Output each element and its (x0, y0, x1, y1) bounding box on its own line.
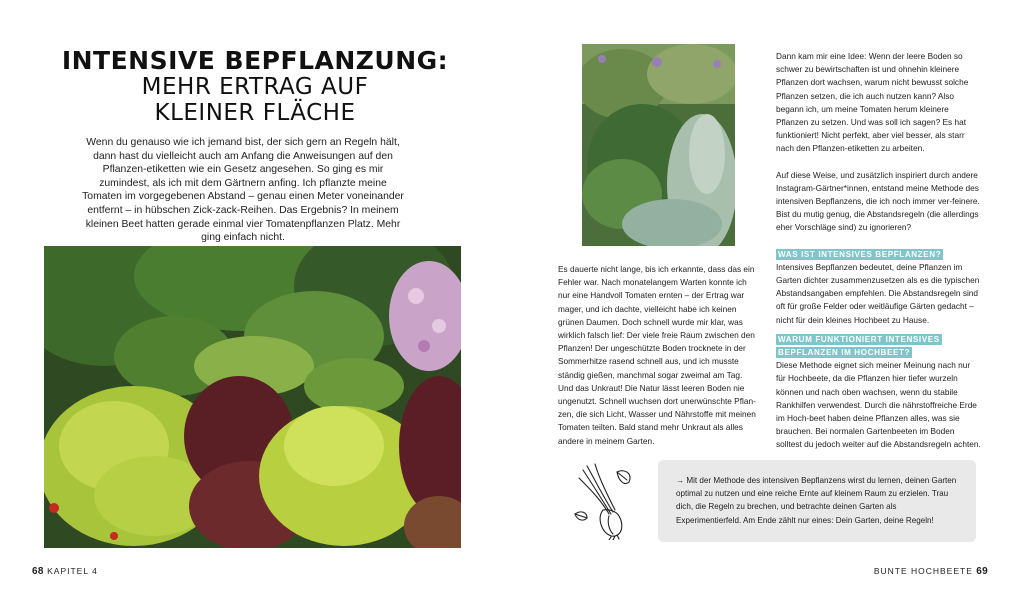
callout-text: Mit der Methode des intensiven Bepflanzens wirst du lernen, deinen Garten optimal zu nutzen und eine reiche Ernte auf kleinem Raum zu erzielen. Trau dich, die Regeln zu brechen, und betrachte deinen Garten als Experimentierfeld. Am Ende zählt nur eines: Dein Garten, deine Regeln! (676, 476, 957, 525)
section-heading-2 (776, 333, 981, 359)
herbs-photo (582, 44, 735, 246)
tip-callout (658, 460, 976, 542)
body-paragraph: Dann kam mir eine Idee: Wenn der leere Boden so schwer zu bewirtschaften ist und ohnehin kleinere Pflanzen dort wachsen, warum nicht bewusst solche Pflanzen setzen, die ich auch nutzen kann? Also begann ich, um meine Tomaten herum kleinere Pflanzen zu setzen. Und was soll ich sagen? Es hat funktioniert! Nicht perfekt, aber viel besser, als starr nach den Pflanzen-etiketten zu arbeiten. (776, 51, 969, 154)
body-paragraph: Es dauerte nicht lange, bis ich erkannte, dass das ein Fehler war. Nach monatelangem Warten konnte ich nur eine Handvoll Tomaten ernten – der Ertrag war mager, und ich dachte, vielleicht habe ich keinen grünen Daumen. Doch schnell wurde mir klar, was wirklich falsch lief: Der viele freie Raum zwischen den Pflanzen! Der ungeschützte Boden trocknete in der Sommerhitze rasend schnell aus, und ich musste ständig gießen, manchmal sogar zweimal am Tag. (558, 264, 755, 380)
title-line-2: MEHR ERTRAG AUF (141, 74, 369, 100)
footer-right (874, 566, 988, 577)
title-line-3: KLEINER FLÄCHE (154, 100, 356, 126)
body-paragraph: Intensives Bepflanzen bedeutet, deine Pflanzen im Garten dichter zusammenzusetzen als es die typischen Abstandsangaben empfehlen. Die Abstandsregeln sind oft für große Felder oder weitläufige Gärten gedacht – nicht für dein kleines Hochbeet zu Hause. (776, 261, 980, 325)
raised-bed-photo (44, 246, 461, 548)
section-heading-1 (776, 248, 981, 261)
right-column (776, 50, 981, 465)
body-paragraph: Diese Methode eignet sich meiner Meinung nach nur für Hochbeete, da die Pflanzen hier tiefer wurzeln können und nach oben wachsen, wenn du stabile Rankhilfen verwendest. Durch die nährstoffreiche Erde im Hoch-beet haben deine Pflanzen alles, was sie brauchen. Bei normalen Gartenbeeten im Boden solltest du jedoch weiter auf die Abstandsregeln achten. (776, 360, 981, 450)
middle-column (558, 263, 758, 448)
section-heading-label: WAS IST INTENSIVES BEPFLANZEN? (778, 249, 942, 259)
page-number-left: 68 (32, 566, 44, 577)
chapter-label: KAPITEL 4 (47, 566, 98, 576)
title-bold: INTENSIVE BEPFLANZUNG: (61, 46, 449, 75)
page-number-right: 69 (976, 566, 988, 577)
book-title-label: BUNTE HOCHBEETE (873, 566, 973, 576)
footer-left (32, 566, 98, 577)
intro-paragraph: Wenn du genauso wie ich jemand bist, der sich gern an Regeln hält, dann hast du vielleicht auch am Anfang die Anweisungen auf den Pflanzen-etiketten wie ein Gesetz angesehen. So ging es mir zumindest, als ich mit dem Gärtnern anfing. Ich pflanzte meine Tomaten im vorgegebenen Abstand – genau einen Meter voneinander entfernt – in hübschen Zick-zack-Reihen. Das Ergebnis? In meinem kleinen Beet hatten gerade einmal vier Tomatenpflanzen Platz. Mehr ging einfach nicht. (82, 137, 404, 244)
section-heading-label: WARUM FUNKTIONIERT INTENSIVES BEPFLANZEN IM HOCHBEET? (778, 334, 940, 358)
page-title (60, 48, 450, 125)
body-paragraph: Auf diese Weise, und zusätzlich inspiriert durch andere Instagram-Gärtner*innen, entstand meine Methode des intensiven Bepflanzens, die ich noch immer ver-feinere. Bist du mutig genug, die Abstandsregeln (die allerdings eher Vorschläge sind) zu ignorieren? (776, 169, 980, 233)
body-paragraph: Und das Unkraut! Die Natur lässt leeren Boden nie ungenutzt. Schnell wuchsen dort unerwünschte Pflan-zen, die sich Licht, Wasser und Nährstoffe mit meinen Tomaten teilten. Bald stand mehr Unkraut als alles andere in meinem Garten. (558, 382, 756, 446)
spring-onion-sketch-icon (573, 460, 639, 540)
arrow-right-icon: → (676, 476, 685, 485)
